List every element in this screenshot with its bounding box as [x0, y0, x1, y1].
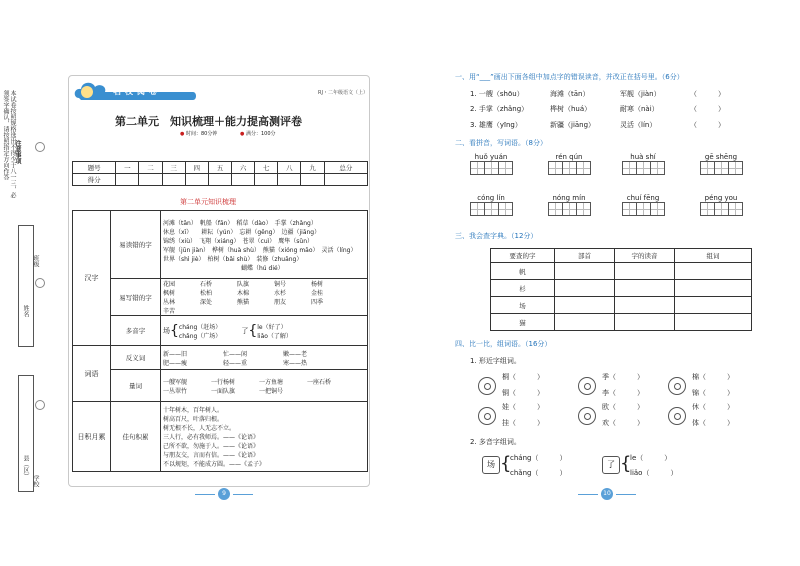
pinyin-group: péng you: [700, 194, 742, 216]
writing-boxes[interactable]: [470, 161, 512, 175]
flower-icon: [478, 377, 496, 395]
flower-pair: [668, 402, 743, 432]
radical-cell[interactable]: [555, 314, 615, 331]
flower-icon: [578, 407, 596, 425]
writing-boxes[interactable]: [622, 161, 664, 175]
q1-answer-blank[interactable]: （ ）: [690, 121, 725, 129]
pinyin-group: huà shí: [622, 153, 664, 175]
measure-word-list: 一艘军舰 一行杨树 一方鱼塘 一座石桥 一丛翠竹 一面队旗 一把铜号: [161, 370, 368, 402]
compare-blank[interactable]: 挂（ ）: [502, 419, 544, 427]
dictionary-table: 要查的字 部首 字的读音 组词 帆 杉 场 猫: [490, 248, 752, 331]
page-number-left: 9: [195, 488, 253, 500]
polyphone-group: 场 { cháng（ ） chǎng（ ）: [482, 452, 592, 482]
compare-blank[interactable]: 季（ ）: [602, 373, 644, 381]
polyphone-list: 场 { cháng（赶场） chǎng（广场） 了 { le（好了） liǎo（了解）: [161, 316, 368, 346]
score-cell[interactable]: [324, 174, 367, 186]
polyphone-blank[interactable]: cháng（ ）: [510, 454, 567, 462]
polyphone-char-box: 了: [602, 456, 620, 474]
compare-blank[interactable]: 欢（ ）: [602, 419, 644, 427]
easy-miswrite-list: 花园 石桥 队旗 铜号 杨树 枫树 松柏 木棉 水杉 金桂 丛林 深处 熊猫 朋友 四季 辛苦: [161, 279, 368, 316]
flower-pair: [578, 402, 653, 432]
compare-blank[interactable]: 李（ ）: [602, 389, 644, 397]
score-cell[interactable]: [139, 174, 162, 186]
q1-row: 3. 雄鹰（yīng） 新疆（jiāng） 灵活（lín） （ ）: [470, 121, 725, 129]
q3-title: 三、我会查字典。（12分）: [455, 232, 538, 240]
class-field[interactable]: 班级: [32, 255, 39, 267]
compare-blank[interactable]: 休（ ）: [692, 403, 734, 411]
score-label: ● 满分：100分: [240, 131, 276, 137]
pinyin-group: gē shēng: [700, 153, 742, 175]
score-cell[interactable]: [255, 174, 278, 186]
pinyin-group: huǒ yuán: [470, 153, 512, 175]
banner-logo: [73, 78, 198, 106]
score-header-row: 题号 一 二 三 四 五 六 七 八 九 总分: [73, 162, 368, 174]
binding-hole-icon: [35, 278, 45, 288]
q1-answer-blank[interactable]: （ ）: [690, 105, 725, 113]
binding-hole-icon: [35, 142, 45, 152]
pinyin-group: nóng mín: [548, 194, 590, 216]
flower-pair: [478, 372, 553, 402]
q1-answer-blank[interactable]: （ ）: [690, 90, 725, 98]
compare-blank[interactable]: 欧（ ）: [602, 403, 644, 411]
pinyin-group: chuí fēng: [622, 194, 664, 216]
name-field[interactable]: 姓名: [22, 305, 29, 317]
score-cell[interactable]: [232, 174, 255, 186]
writing-boxes[interactable]: [700, 161, 742, 175]
reading-cell[interactable]: [615, 280, 675, 297]
compare-blank[interactable]: 娃（ ）: [502, 403, 544, 411]
polyphone-char-box: 场: [482, 456, 500, 474]
word-cell[interactable]: [675, 280, 752, 297]
writing-boxes[interactable]: [470, 202, 512, 216]
flower-pair: [668, 372, 743, 402]
word-cell[interactable]: [675, 314, 752, 331]
q2-title: 二、看拼音，写词语。（8分）: [455, 139, 547, 147]
score-table: [72, 161, 368, 186]
writing-boxes[interactable]: [622, 202, 664, 216]
q1-row: 2. 手掌（zhǎng） 桦树（huá） 耐寒（nài） （ ）: [470, 105, 725, 113]
pinyin-group: cóng lín: [470, 194, 512, 216]
time-label: ● 时间：80分钟: [180, 131, 218, 137]
writing-boxes[interactable]: [548, 202, 590, 216]
county-field[interactable]: 县（区）: [22, 455, 29, 479]
easy-misread-list: 河滩（tān） 帆船（fān） 稻草（dào） 手掌（zhǎng） 休息（xī） 耕耘（yún） 忘耕（gēng） 边疆（jiāng） 锦绣（xiù） 飞翔（xiáng） 苍翠（cuì） 鹰隼（sǔn） 军舰（jūn jiàn） 桦树（huà shù） 熊猫（xióng māo） 灵活（líng） 世界（shì jiè） 柏树（bǎi shù） 装修（zhuāng） 蝴蝶（hú dié）: [161, 211, 368, 279]
q1-row: 1. 一艘（shōu） 海滩（tān） 军舰（jiàn） （ ）: [470, 90, 725, 98]
score-cell[interactable]: [301, 174, 324, 186]
q4-sub2: 2. 多音字组词。: [470, 438, 521, 446]
score-cell[interactable]: [116, 174, 139, 186]
flower-icon: [478, 407, 496, 425]
writing-boxes[interactable]: [548, 161, 590, 175]
flower-icon: [668, 407, 686, 425]
word-cell[interactable]: [675, 297, 752, 314]
polyphone-blank[interactable]: liǎo（ ）: [630, 469, 678, 477]
category-riji: 日积月累: [73, 402, 111, 472]
flower-pair: [578, 372, 653, 402]
binding-note: 注意事项: [14, 140, 21, 164]
compare-blank[interactable]: 锦（ ）: [692, 389, 734, 397]
q1-title: 一、用“___”画出下面各组中加点字的错误读音，并改正在括号里。（6分）: [455, 73, 684, 81]
antonym-list: 新——旧 忙——闲 嫩——老 肥——瘦 轻——重 寒——热: [161, 346, 368, 370]
writing-boxes[interactable]: [700, 202, 742, 216]
radical-cell[interactable]: [555, 297, 615, 314]
reading-cell[interactable]: [615, 263, 675, 280]
pinyin-group: rén qún: [548, 153, 590, 175]
polyphone-group: 了 { le（ ） liǎo（ ）: [602, 452, 712, 482]
score-cell[interactable]: [208, 174, 231, 186]
binding-strip: [0, 80, 50, 510]
category-hanzi: 汉字: [73, 211, 111, 346]
knowledge-table: 汉字 易读错的字 河滩（tān） 帆船（fān） 稻草（dào） 手掌（zhǎng） 休息（xī） 耕耘（yún） 忘耕（gēng） 边疆（jiāng） 锦绣（xiù） 飞翔（xiáng） 苍翠（cuì） 鹰隼（sǔn） 军舰（jūn jiàn） 桦树（huà shù） 熊猫（xióng māo） 灵活（líng） 世界（shì jiè） 柏树（bǎi shù） 装修（zhuāng） 蝴蝶（hú dié） 易写错的字 花园 石桥 队旗 铜号 杨树 枫树 松柏 木棉 水杉 金桂 丛林 深处 熊猫 朋友 四季 辛苦 多音字 场 { cháng（赶场） chǎng（广场） 了 { le（好了） liǎo（了解） 词语 反义词 新——旧 忙——闲 嫩——老 肥——瘦 轻——重 寒——热 量词 一艘军舰 一行杨树 一方鱼塘 一座石桥 一丛翠竹 一面队旗 一把铜号 日积月累 佳句积累 十年树木，百年树人。 树高百尺，叶落归根。 树无根不长，人无志不立。 三人行，必有我师焉。——《论语》 己所不欲，勿施于人。——《论语》 与朋友交，言而有信。——《论语》 不以规矩，不能成方圆。——《孟子》: [72, 210, 368, 472]
compare-blank[interactable]: 体（ ）: [692, 419, 734, 427]
score-input-row: 得分: [73, 174, 368, 186]
quote-list: 十年树木，百年树人。 树高百尺，叶落归根。 树无根不长，人无志不立。 三人行，必有我师焉。——《论语》 己所不欲，勿施于人。——《论语》 与朋友交，言而有信。——《论语》 不以规矩，不能成方圆。——《孟子》: [161, 402, 368, 472]
binding-field-box: [18, 225, 34, 347]
reading-cell[interactable]: [615, 314, 675, 331]
polyphone-blank[interactable]: chǎng（ ）: [510, 469, 567, 477]
banner-text: 名校阅卷: [113, 87, 161, 96]
score-cell[interactable]: [162, 174, 185, 186]
category-ciyu: 词语: [73, 346, 111, 402]
knowledge-title: 第二单元知识梳理: [180, 198, 236, 206]
radical-cell[interactable]: [555, 280, 615, 297]
binding-notice: 本试卷按照规格选出不得少于八一三，必须签字确认，请按照指定方向作答: [2, 90, 16, 198]
word-cell[interactable]: [675, 263, 752, 280]
edition-label: RJ・二年级语文（上）: [318, 90, 368, 96]
compare-blank[interactable]: 铜（ ）: [502, 389, 544, 397]
score-cell[interactable]: [278, 174, 301, 186]
radical-cell[interactable]: [555, 263, 615, 280]
score-cell[interactable]: [185, 174, 208, 186]
polyphone-blank[interactable]: le（ ）: [630, 454, 672, 462]
page-number-right: 10: [578, 488, 636, 500]
q4-title: 四、比一比，组词语。（16分）: [455, 340, 552, 348]
flower-pair: [478, 402, 553, 432]
flower-icon: [578, 377, 596, 395]
page-title: 第二单元 知识梳理＋能力提高测评卷: [115, 115, 302, 128]
school-field[interactable]: 学校: [32, 475, 39, 487]
flower-icon: [668, 377, 686, 395]
compare-blank[interactable]: 棉（ ）: [692, 373, 734, 381]
binding-hole-icon: [35, 400, 45, 410]
compare-blank[interactable]: 桐（ ）: [502, 373, 544, 381]
reading-cell[interactable]: [615, 297, 675, 314]
q4-sub1: 1. 形近字组词。: [470, 357, 521, 365]
